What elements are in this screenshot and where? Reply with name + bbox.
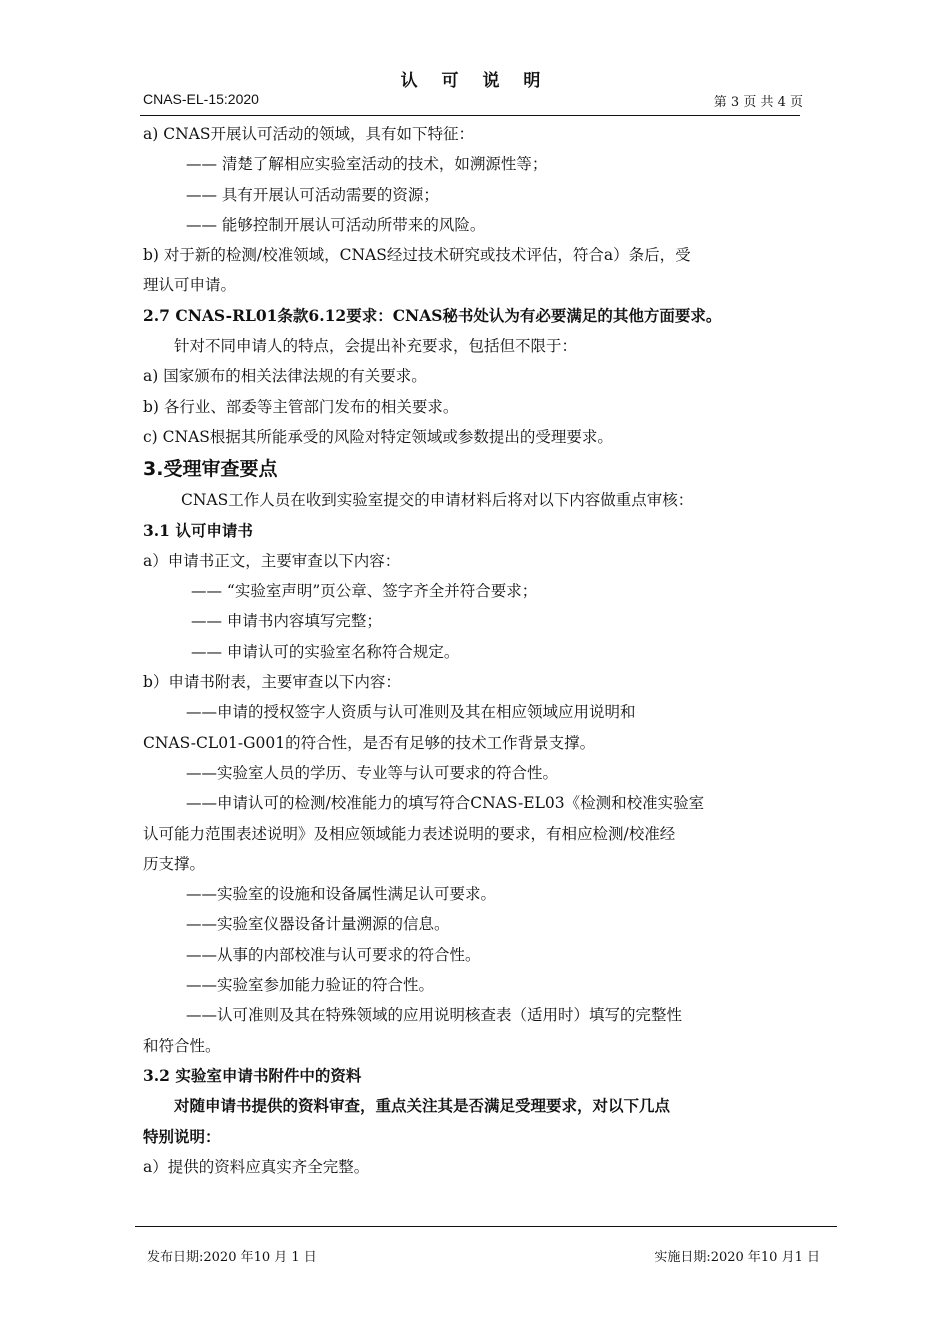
body-line: a) CNAS开展认可活动的领域，具有如下特征： [143,125,474,143]
body-line: a）申请书正文，主要审查以下内容： [143,551,401,570]
body-line: 历支撑。 [143,854,206,873]
body-line: c) CNAS根据其所能承受的风险对特定领域或参数提出的受理要求。 [143,427,613,446]
body-line: b) 各行业、部委等主管部门发布的相关要求。 [143,397,459,416]
body-line: ——认可准则及其在特殊领域的应用说明核查表（适用时）填写的完整性 [186,1006,683,1025]
body-line: —— 申请书内容填写完整； [191,612,382,631]
page-body [143,119,808,1182]
section-heading-3-2: 3.2 实验室申请书附件中的资料 [143,1065,362,1085]
body-line: 认可能力范围表述说明》及相应领域能力表述说明的要求，有相应检测/校准经 [143,824,676,843]
body-line: a）提供的资料应真实齐全完整。 [143,1157,370,1176]
page-number: 第 3 页 共 4 页 [713,95,803,110]
document-code: CNAS-EL-15:2020 [143,91,259,107]
body-line-bold: 特别说明： [143,1126,221,1146]
body-line: ——申请的授权签字人资质与认可准则及其在相应领域应用说明和 [186,703,636,722]
body-line: —— “实验室声明”页公章、签字齐全并符合要求； [191,582,538,601]
body-line: —— 清楚了解相应实验室活动的技术，如溯源性等； [186,155,548,174]
section-heading-3-1: 3.1 认可申请书 [143,520,253,540]
body-line-bold: 对随申请书提供的资料审查，重点关注其是否满足受理要求，对以下几点 [174,1096,671,1116]
footer-divider [135,1226,837,1227]
body-line: ——申请认可的检测/校准能力的填写符合CNAS-EL03《检测和校准实验室 [186,794,705,813]
body-line: b) 对于新的检测/校准领域，CNAS经过技术研究或技术评估，符合a）条后，受 [143,246,691,265]
body-line: ——从事的内部校准与认可要求的符合性。 [186,945,481,964]
body-line: 理认可申请。 [143,276,237,295]
body-line: 和符合性。 [143,1036,221,1055]
body-line: CNAS-CL01-G001的符合性，是否有足够的技术工作背景支撑。 [143,733,596,752]
body-line: ——实验室参加能力验证的符合性。 [186,976,435,995]
body-line: —— 能够控制开展认可活动所带来的风险。 [186,215,486,234]
body-line: ——实验室仪器设备计量溯源的信息。 [186,915,450,934]
section-heading-3: 3.受理审查要点 [143,458,278,481]
body-line: 针对不同申请人的特点，会提出补充要求，包括但不限于： [174,337,578,356]
body-line: —— 具有开展认可活动需要的资源； [186,185,439,204]
section-heading-2-7: 2.7 CNAS-RL01条款6.12要求：CNAS秘书处认为有必要满足的其他方面要求。 [143,305,722,325]
header-divider [140,115,800,116]
body-line: CNAS工作人员在收到实验室提交的申请材料后将对以下内容做重点审核： [181,491,694,510]
body-line: a) 国家颁布的相关法律法规的有关要求。 [143,367,427,386]
document-header-title: 认 可 说 明 [400,71,550,91]
body-line: —— 申请认可的实验室名称符合规定。 [191,642,460,661]
body-line: ——实验室的设施和设备属性满足认可要求。 [186,885,497,904]
body-line: ——实验室人员的学历、专业等与认可要求的符合性。 [186,763,559,782]
issue-date: 发布日期:2020 年10 月 1 日 [147,1250,317,1265]
effective-date: 实施日期:2020 年10 月1 日 [654,1250,820,1265]
body-line: b）申请书附表，主要审查以下内容： [143,673,401,692]
